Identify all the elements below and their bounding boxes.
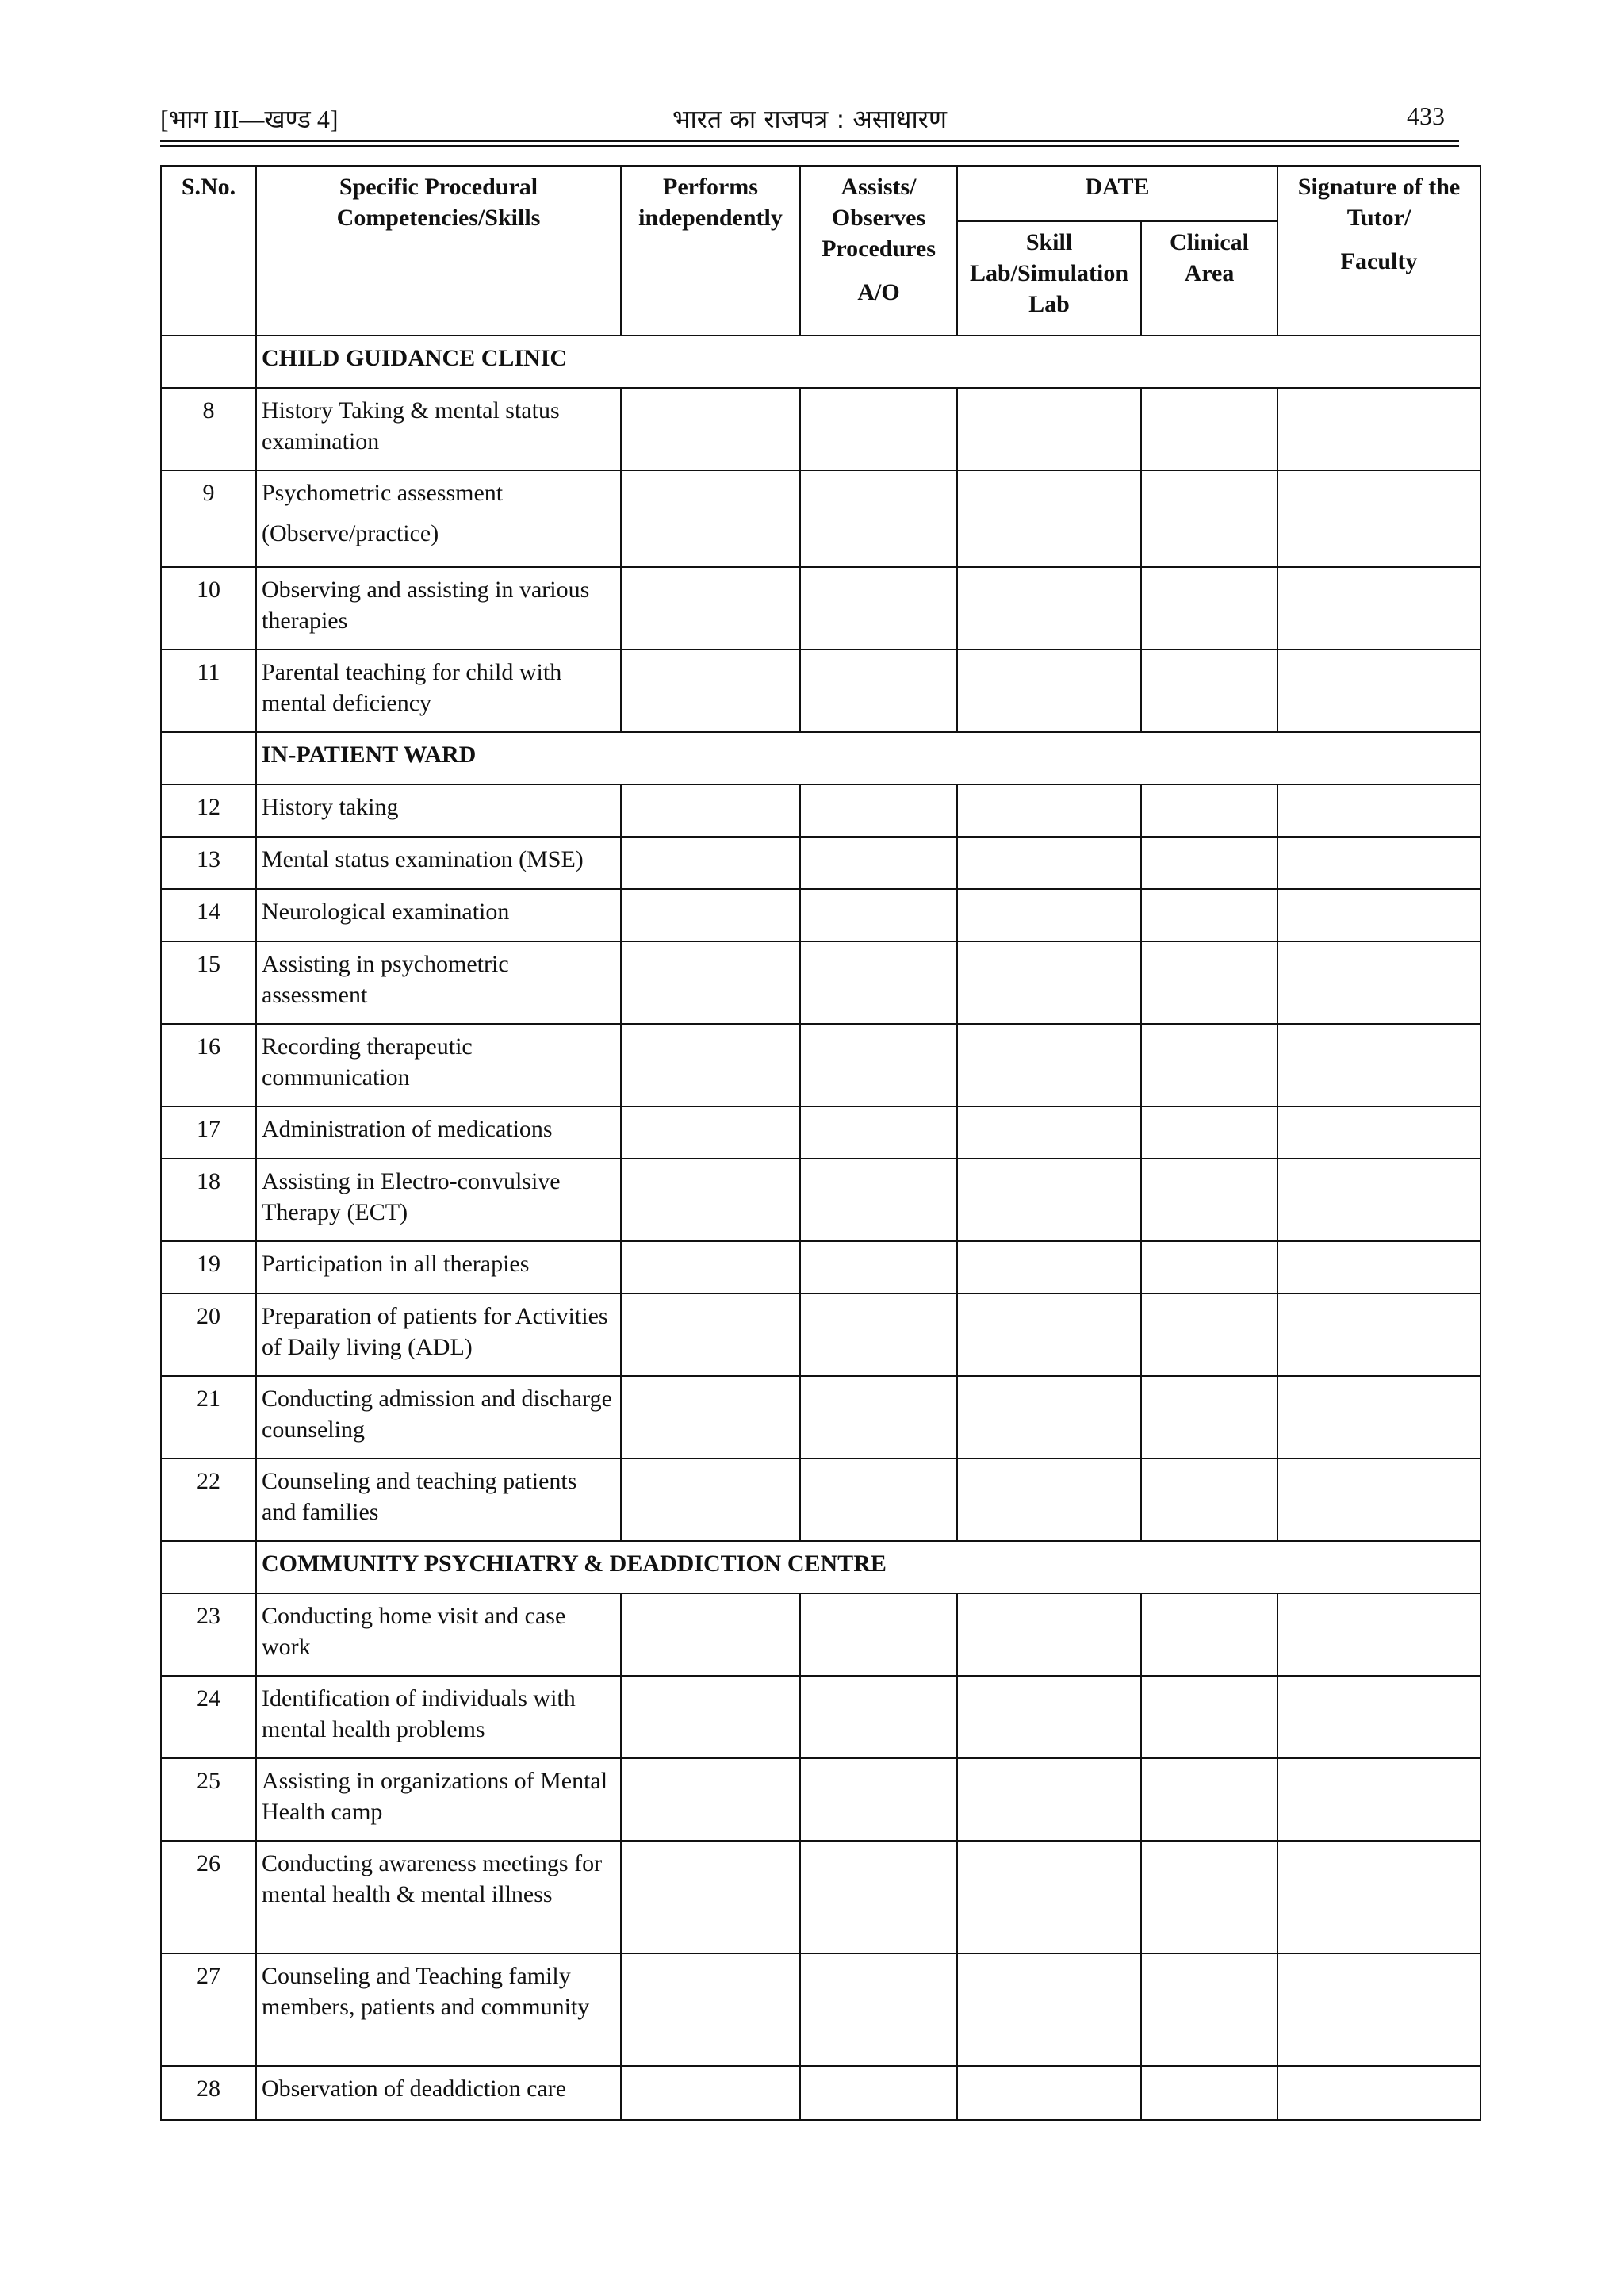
row-sno: 18 xyxy=(161,1159,256,1241)
table-row xyxy=(161,1024,1480,1106)
row-sno: 27 xyxy=(161,1953,256,2066)
header-skills: Specific Procedural Competencies/Skills xyxy=(256,166,621,335)
clinical-date-cell[interactable] xyxy=(1141,837,1277,889)
header-faculty-label: Faculty xyxy=(1340,248,1418,274)
row-sno: 21 xyxy=(161,1376,256,1458)
signature-cell[interactable] xyxy=(1277,837,1480,889)
signature-cell[interactable] xyxy=(1277,1593,1480,1676)
skill-lab-date-cell[interactable] xyxy=(957,1106,1141,1159)
row-skill: Mental status examination (MSE) xyxy=(256,837,621,889)
running-head xyxy=(160,102,1459,140)
row-skill: Assisting in Electro-convulsive Therapy (ECT) xyxy=(256,1159,621,1241)
header-skill-lab: Skill Lab/Simulation Lab xyxy=(957,221,1141,335)
performs-cell[interactable] xyxy=(621,1106,800,1159)
clinical-date-cell[interactable] xyxy=(1141,1024,1277,1106)
section-row xyxy=(161,335,1480,388)
clinical-date-cell[interactable] xyxy=(1141,1159,1277,1241)
signature-cell[interactable] xyxy=(1277,784,1480,837)
performs-cell[interactable] xyxy=(621,1841,800,1953)
row-skill: Recording therapeutic communication xyxy=(256,1024,621,1106)
row-sno: 22 xyxy=(161,1458,256,1541)
table-row xyxy=(161,1593,1480,1676)
signature-cell[interactable] xyxy=(1277,1841,1480,1953)
row-sno: 24 xyxy=(161,1676,256,1758)
performs-cell[interactable] xyxy=(621,1593,800,1676)
row-skill: Participation in all therapies xyxy=(256,1241,621,1294)
skill-lab-date-cell[interactable] xyxy=(957,889,1141,941)
assists-cell[interactable] xyxy=(800,1024,957,1106)
assists-cell[interactable] xyxy=(800,1106,957,1159)
header-rule-top xyxy=(160,140,1459,142)
signature-cell[interactable] xyxy=(1277,889,1480,941)
table-row xyxy=(161,2066,1480,2120)
row-sno: 19 xyxy=(161,1241,256,1294)
clinical-date-cell[interactable] xyxy=(1141,2066,1277,2120)
row-skill: Parental teaching for child with mental deficiency xyxy=(256,650,621,732)
clinical-date-cell[interactable] xyxy=(1141,889,1277,941)
assists-cell[interactable] xyxy=(800,941,957,1024)
assists-cell[interactable] xyxy=(800,1458,957,1541)
section-title: IN-PATIENT WARD xyxy=(256,732,1480,784)
signature-cell[interactable] xyxy=(1277,2066,1480,2120)
clinical-date-cell[interactable] xyxy=(1141,1953,1277,2066)
signature-cell[interactable] xyxy=(1277,567,1480,650)
skill-lab-date-cell[interactable] xyxy=(957,1676,1141,1758)
assists-cell[interactable] xyxy=(800,837,957,889)
signature-cell[interactable] xyxy=(1277,1159,1480,1241)
performs-cell[interactable] xyxy=(621,889,800,941)
row-sno: 11 xyxy=(161,650,256,732)
header-signature-label: Signature of the Tutor/ xyxy=(1297,174,1461,231)
row-sno: 10 xyxy=(161,567,256,650)
skill-lab-date-cell[interactable] xyxy=(957,1758,1141,1841)
clinical-date-cell[interactable] xyxy=(1141,650,1277,732)
row-skill: Neurological examination xyxy=(256,889,621,941)
table-row xyxy=(161,567,1480,650)
signature-cell[interactable] xyxy=(1277,1376,1480,1458)
skill-lab-date-cell[interactable] xyxy=(957,1024,1141,1106)
header-assists xyxy=(800,166,957,335)
row-sno: 12 xyxy=(161,784,256,837)
signature-cell[interactable] xyxy=(1277,1676,1480,1758)
table-row xyxy=(161,889,1480,941)
table-row xyxy=(161,1106,1480,1159)
skill-lab-date-cell[interactable] xyxy=(957,1376,1141,1458)
assists-cell[interactable] xyxy=(800,1841,957,1953)
row-skill: Psychometric assessment xyxy=(262,480,504,506)
row-sno: 23 xyxy=(161,1593,256,1676)
row-skill: Observing and assisting in various therapies xyxy=(256,567,621,650)
assists-cell[interactable] xyxy=(800,650,957,732)
table-row xyxy=(161,941,1480,1024)
table-row xyxy=(161,1953,1480,2066)
table-row xyxy=(161,388,1480,470)
assists-cell[interactable] xyxy=(800,889,957,941)
table-row xyxy=(161,837,1480,889)
row-sno: 9 xyxy=(161,470,256,567)
performs-cell[interactable] xyxy=(621,1758,800,1841)
header-sno: S.No. xyxy=(161,166,256,335)
table-row xyxy=(161,784,1480,837)
signature-cell[interactable] xyxy=(1277,1106,1480,1159)
assists-cell[interactable] xyxy=(800,1758,957,1841)
row-skill: Counseling and teaching patients and families xyxy=(256,1458,621,1541)
assists-cell[interactable] xyxy=(800,2066,957,2120)
table-row xyxy=(161,1294,1480,1376)
row-sno: 13 xyxy=(161,837,256,889)
performs-cell[interactable] xyxy=(621,567,800,650)
skill-lab-date-cell[interactable] xyxy=(957,470,1141,567)
performs-cell[interactable] xyxy=(621,1676,800,1758)
performs-cell[interactable] xyxy=(621,837,800,889)
row-sno: 26 xyxy=(161,1841,256,1953)
table-row xyxy=(161,1758,1480,1841)
competency-table xyxy=(160,165,1481,2121)
assists-cell[interactable] xyxy=(800,470,957,567)
clinical-date-cell[interactable] xyxy=(1141,1758,1277,1841)
section-title: COMMUNITY PSYCHIATRY & DEADDICTION CENTRE xyxy=(256,1541,1480,1593)
clinical-date-cell[interactable] xyxy=(1141,1241,1277,1294)
table-row xyxy=(161,1458,1480,1541)
clinical-date-cell[interactable] xyxy=(1141,1841,1277,1953)
row-skill: Assisting in psychometric assessment xyxy=(256,941,621,1024)
row-skill: Administration of medications xyxy=(256,1106,621,1159)
clinical-date-cell[interactable] xyxy=(1141,567,1277,650)
assists-cell[interactable] xyxy=(800,1159,957,1241)
row-skill-cell xyxy=(256,470,621,567)
performs-cell[interactable] xyxy=(621,470,800,567)
signature-cell[interactable] xyxy=(1277,470,1480,567)
assists-cell[interactable] xyxy=(800,1676,957,1758)
performs-cell[interactable] xyxy=(621,1294,800,1376)
table-row xyxy=(161,650,1480,732)
row-skill: History taking xyxy=(256,784,621,837)
assists-cell[interactable] xyxy=(800,1294,957,1376)
assists-cell[interactable] xyxy=(800,1593,957,1676)
header-clinical-area: Clinical Area xyxy=(1141,221,1277,335)
signature-cell[interactable] xyxy=(1277,1024,1480,1106)
performs-cell[interactable] xyxy=(621,1376,800,1458)
section-row xyxy=(161,1541,1480,1593)
row-sno: 8 xyxy=(161,388,256,470)
table-row xyxy=(161,1676,1480,1758)
clinical-date-cell[interactable] xyxy=(1141,1593,1277,1676)
skill-lab-date-cell[interactable] xyxy=(957,1953,1141,2066)
assists-cell[interactable] xyxy=(800,1241,957,1294)
page-number: 433 xyxy=(1407,102,1445,130)
row-skill: Preparation of patients for Activities of Daily living (ADL) xyxy=(256,1294,621,1376)
row-skill: Observation of deaddiction care xyxy=(256,2066,621,2120)
clinical-date-cell[interactable] xyxy=(1141,1376,1277,1458)
header-rule-bottom xyxy=(160,145,1459,147)
clinical-date-cell[interactable] xyxy=(1141,1294,1277,1376)
gazette-title: भारत का राजपत्र : असाधारण xyxy=(672,104,947,134)
section-title: CHILD GUIDANCE CLINIC xyxy=(256,335,1480,388)
row-sno: 17 xyxy=(161,1106,256,1159)
signature-cell[interactable] xyxy=(1277,388,1480,470)
skill-lab-date-cell[interactable] xyxy=(957,1841,1141,1953)
performs-cell[interactable] xyxy=(621,1241,800,1294)
clinical-date-cell[interactable] xyxy=(1141,784,1277,837)
section-row xyxy=(161,732,1480,784)
row-skill: Conducting awareness meetings for mental health & mental illness xyxy=(256,1841,621,1953)
table-row xyxy=(161,1376,1480,1458)
skill-lab-date-cell[interactable] xyxy=(957,837,1141,889)
header-date: DATE xyxy=(957,166,1277,221)
row-sno: 20 xyxy=(161,1294,256,1376)
performs-cell[interactable] xyxy=(621,650,800,732)
clinical-date-cell[interactable] xyxy=(1141,1458,1277,1541)
assists-cell[interactable] xyxy=(800,1376,957,1458)
performs-cell[interactable] xyxy=(621,1159,800,1241)
performs-cell[interactable] xyxy=(621,2066,800,2120)
table-row xyxy=(161,470,1480,567)
clinical-date-cell[interactable] xyxy=(1141,941,1277,1024)
row-skill: Identification of individuals with mental health problems xyxy=(256,1676,621,1758)
skill-lab-date-cell[interactable] xyxy=(957,567,1141,650)
signature-cell[interactable] xyxy=(1277,1241,1480,1294)
row-skill: Counseling and Teaching family members, patients and community xyxy=(256,1953,621,2066)
assists-cell[interactable] xyxy=(800,567,957,650)
row-skill: Conducting admission and discharge counseling xyxy=(256,1376,621,1458)
row-sno: 15 xyxy=(161,941,256,1024)
row-skill: Conducting home visit and case work xyxy=(256,1593,621,1676)
performs-cell[interactable] xyxy=(621,1458,800,1541)
table-row xyxy=(161,1241,1480,1294)
assists-cell[interactable] xyxy=(800,784,957,837)
header-performs: Performs independently xyxy=(621,166,800,335)
skill-lab-date-cell[interactable] xyxy=(957,1159,1141,1241)
skill-lab-date-cell[interactable] xyxy=(957,650,1141,732)
skill-lab-date-cell[interactable] xyxy=(957,388,1141,470)
signature-cell[interactable] xyxy=(1277,1458,1480,1541)
skill-lab-date-cell[interactable] xyxy=(957,1294,1141,1376)
table-row xyxy=(161,1159,1480,1241)
signature-cell[interactable] xyxy=(1277,941,1480,1024)
skill-lab-date-cell[interactable] xyxy=(957,1241,1141,1294)
clinical-date-cell[interactable] xyxy=(1141,470,1277,567)
header-assists-code: A/O xyxy=(857,279,900,305)
performs-cell[interactable] xyxy=(621,784,800,837)
signature-cell[interactable] xyxy=(1277,650,1480,732)
performs-cell[interactable] xyxy=(621,1953,800,2066)
header-signature xyxy=(1277,166,1480,335)
row-sno: 14 xyxy=(161,889,256,941)
row-sno: 25 xyxy=(161,1758,256,1841)
skill-lab-date-cell[interactable] xyxy=(957,784,1141,837)
row-sno: 28 xyxy=(161,2066,256,2120)
row-skill: Assisting in organizations of Mental Health camp xyxy=(256,1758,621,1841)
skill-lab-date-cell[interactable] xyxy=(957,1458,1141,1541)
signature-cell[interactable] xyxy=(1277,1953,1480,2066)
part-section-label: [भाग III—खण्ड 4] xyxy=(160,105,339,133)
performs-cell[interactable] xyxy=(621,1024,800,1106)
table-row xyxy=(161,1841,1480,1953)
clinical-date-cell[interactable] xyxy=(1141,1106,1277,1159)
row-sno: 16 xyxy=(161,1024,256,1106)
assists-cell[interactable] xyxy=(800,1953,957,2066)
header-assists-label: Assists/ Observes Procedures xyxy=(822,174,936,262)
signature-cell[interactable] xyxy=(1277,1758,1480,1841)
assists-cell[interactable] xyxy=(800,388,957,470)
clinical-date-cell[interactable] xyxy=(1141,388,1277,470)
performs-cell[interactable] xyxy=(621,388,800,470)
clinical-date-cell[interactable] xyxy=(1141,1676,1277,1758)
row-skill-note: (Observe/practice) xyxy=(262,520,439,546)
signature-cell[interactable] xyxy=(1277,1294,1480,1376)
skill-lab-date-cell[interactable] xyxy=(957,941,1141,1024)
performs-cell[interactable] xyxy=(621,941,800,1024)
skill-lab-date-cell[interactable] xyxy=(957,2066,1141,2120)
row-skill: History Taking & mental status examination xyxy=(256,388,621,470)
skill-lab-date-cell[interactable] xyxy=(957,1593,1141,1676)
